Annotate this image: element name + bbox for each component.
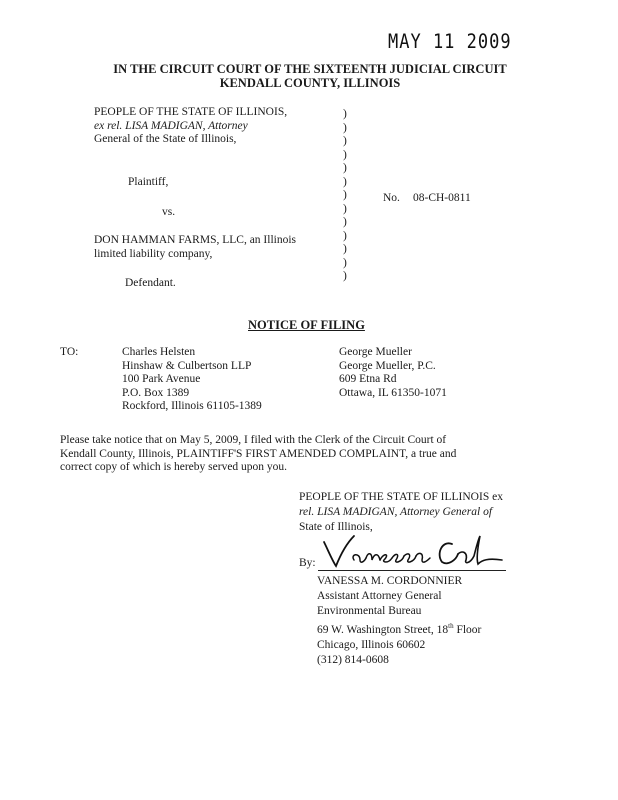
court-name: IN THE CIRCUIT COURT OF THE SIXTEENTH JUDICIAL CIRCUIT xyxy=(113,62,507,76)
plaintiff-relator-title: General of the State of Illinois, xyxy=(94,133,237,145)
caption-bracket: ) ) ) ) ) ) ) ) ) ) ) ) ) xyxy=(343,108,347,282)
defendant-caption xyxy=(94,234,296,261)
signature-party xyxy=(299,490,503,535)
signer-name: VANESSA M. CORDONNIER xyxy=(317,575,463,587)
recipient-line: 609 Etna Rd xyxy=(339,373,397,385)
recipient-line: Hinshaw & Culbertson LLP xyxy=(122,359,252,372)
recipient-2 xyxy=(339,346,447,400)
case-number-label: No. xyxy=(383,192,400,204)
recipient-line: Ottawa, IL 61350-1071 xyxy=(339,386,447,399)
to-label: TO: xyxy=(60,346,79,358)
recipient-line: 100 Park Avenue xyxy=(122,373,201,385)
defendant-role: Defendant. xyxy=(125,277,176,289)
handwritten-signature xyxy=(318,530,508,574)
plaintiff-caption xyxy=(94,106,287,147)
signer-bureau: Environmental Bureau xyxy=(317,605,422,617)
recipient-line: Charles Helsten xyxy=(122,346,196,358)
plaintiff-relator: ex rel. LISA MADIGAN, Attorney xyxy=(94,119,248,132)
notice-title: NOTICE OF FILING xyxy=(248,318,365,332)
recipient-line: George Mueller, P.C. xyxy=(339,359,436,372)
defendant-description: limited liability company, xyxy=(94,247,213,260)
signature-party-line: PEOPLE OF THE STATE OF ILLINOIS ex xyxy=(299,491,503,503)
notice-body xyxy=(60,434,560,475)
recipient-1 xyxy=(122,346,262,414)
body-line: Kendall County, Illinois, PLAINTIFF'S FIRST AMENDED COMPLAINT, a true and xyxy=(60,447,457,460)
received-date-stamp: MAY 11 2009 xyxy=(388,30,512,54)
signer-title: Assistant Attorney General xyxy=(317,590,442,602)
by-label: By: xyxy=(299,557,316,569)
recipient-line: P.O. Box 1389 xyxy=(122,386,190,399)
court-header xyxy=(80,62,540,90)
signer-phone: (312) 814-0608 xyxy=(317,653,389,666)
signature-party-line: rel. LISA MADIGAN, Attorney General of xyxy=(299,506,493,518)
defendant-name: DON HAMMAN FARMS, LLC, an Illinois xyxy=(94,234,297,246)
versus-label: vs. xyxy=(162,206,176,218)
body-line: correct copy of which is hereby served upon you. xyxy=(60,461,288,473)
plaintiff-role: Plaintiff, xyxy=(128,176,169,188)
recipient-line: George Mueller xyxy=(339,346,412,358)
signer-details xyxy=(317,574,481,668)
body-line: Please take notice that on May 5, 2009, I filed with the Clerk of the Circuit Court of xyxy=(60,434,447,446)
plaintiff-name: PEOPLE OF THE STATE OF ILLINOIS, xyxy=(94,106,288,118)
signer-address-1: 69 W. Washington Street, 18th Floor xyxy=(317,622,482,636)
court-county: KENDALL COUNTY, ILLINOIS xyxy=(219,76,401,90)
signature-party-line: State of Illinois, xyxy=(299,521,373,533)
signer-address-2: Chicago, Illinois 60602 xyxy=(317,638,426,651)
recipient-line: Rockford, Illinois 61105-1389 xyxy=(122,400,262,412)
case-number: 08-CH-0811 xyxy=(413,192,471,204)
